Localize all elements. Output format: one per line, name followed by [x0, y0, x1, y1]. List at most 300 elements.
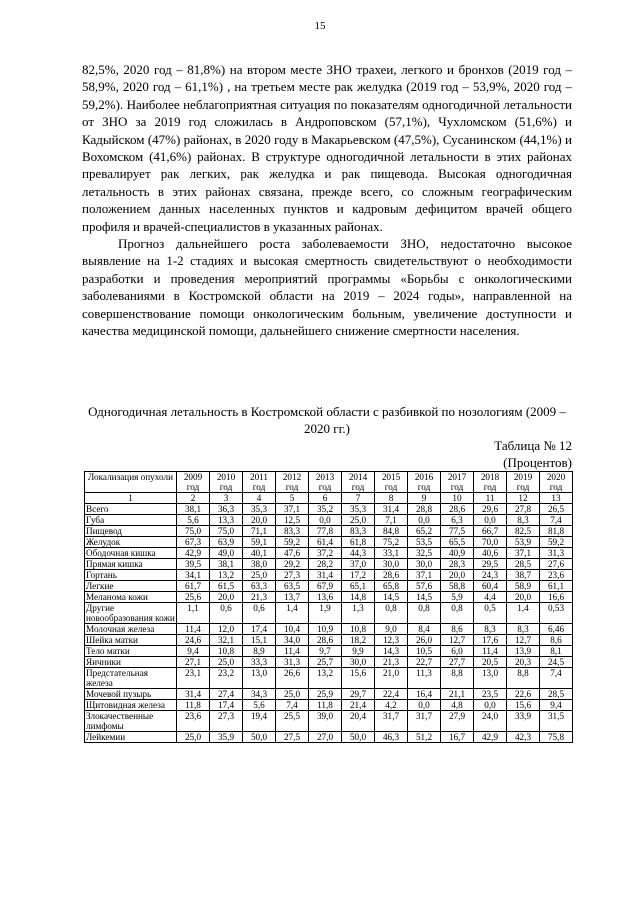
page-number: 15	[314, 20, 326, 32]
row-label: Губа	[85, 515, 177, 526]
index-cell: 7	[342, 493, 375, 504]
index-cell: 2	[177, 493, 210, 504]
value-cell: 34,3	[243, 689, 276, 700]
index-cell: 11	[474, 493, 507, 504]
value-cell: 0,5	[474, 603, 507, 624]
value-cell: 8,6	[441, 624, 474, 635]
value-cell: 15,6	[342, 668, 375, 689]
value-cell: 63,3	[243, 581, 276, 592]
value-cell: 1,4	[276, 603, 309, 624]
value-cell: 34,1	[177, 570, 210, 581]
value-cell: 0,6	[243, 603, 276, 624]
row-label: Легкие	[85, 581, 177, 592]
value-cell: 0,8	[375, 603, 408, 624]
value-cell: 37,2	[309, 548, 342, 559]
value-cell: 11,3	[408, 668, 441, 689]
value-cell: 7,4	[540, 515, 573, 526]
index-row	[85, 493, 573, 504]
row-label: Гортань	[85, 570, 177, 581]
value-cell: 13,3	[210, 515, 243, 526]
header-cell-year: 2020 год	[540, 472, 573, 493]
value-cell: 24,3	[474, 570, 507, 581]
header-row	[85, 472, 573, 493]
value-cell: 28,5	[540, 689, 573, 700]
header-cell-year: 2013 год	[309, 472, 342, 493]
table-row	[85, 732, 573, 743]
value-cell: 37,1	[408, 570, 441, 581]
value-cell: 37,1	[276, 504, 309, 515]
value-cell: 9,9	[342, 646, 375, 657]
value-cell: 51,2	[408, 732, 441, 743]
value-cell: 38,1	[210, 559, 243, 570]
value-cell: 0,53	[540, 603, 573, 624]
value-cell: 0,8	[441, 603, 474, 624]
header-cell-year: 2012 год	[276, 472, 309, 493]
value-cell: 20,0	[210, 592, 243, 603]
value-cell: 8,8	[507, 668, 540, 689]
value-cell: 13,0	[474, 668, 507, 689]
header-cell-year: 2011 год	[243, 472, 276, 493]
value-cell: 27,7	[441, 657, 474, 668]
table-number: Таблица № 12	[494, 438, 572, 453]
value-cell: 77,5	[441, 526, 474, 537]
value-cell: 6,46	[540, 624, 573, 635]
value-cell: 25,6	[177, 592, 210, 603]
value-cell: 23,1	[177, 668, 210, 689]
value-cell: 22,4	[375, 689, 408, 700]
row-label: Пищевод	[85, 526, 177, 537]
value-cell: 20,4	[342, 711, 375, 732]
table-label	[494, 437, 572, 471]
value-cell: 13,0	[243, 668, 276, 689]
value-cell: 13,2	[210, 570, 243, 581]
value-cell: 39,0	[309, 711, 342, 732]
value-cell: 12,5	[276, 515, 309, 526]
value-cell: 9,4	[540, 700, 573, 711]
value-cell: 21,3	[243, 592, 276, 603]
table-row	[85, 581, 573, 592]
value-cell: 27,9	[441, 711, 474, 732]
value-cell: 16,7	[441, 732, 474, 743]
row-label: Шейка матки	[85, 635, 177, 646]
value-cell: 42,9	[177, 548, 210, 559]
header-cell-year: 2019 год	[507, 472, 540, 493]
value-cell: 10,8	[210, 646, 243, 657]
value-cell: 25,0	[276, 689, 309, 700]
value-cell: 31,3	[276, 657, 309, 668]
value-cell: 33,3	[243, 657, 276, 668]
index-cell: 12	[507, 493, 540, 504]
index-cell: 6	[309, 493, 342, 504]
row-label: Лейкемии	[85, 732, 177, 743]
value-cell: 30,0	[408, 559, 441, 570]
value-cell: 20,0	[507, 592, 540, 603]
header-cell-year: 2009 год	[177, 472, 210, 493]
value-cell: 49,0	[210, 548, 243, 559]
value-cell: 32,5	[408, 548, 441, 559]
value-cell: 23,6	[540, 570, 573, 581]
value-cell: 26,5	[540, 504, 573, 515]
value-cell: 17,4	[210, 700, 243, 711]
value-cell: 27,8	[507, 504, 540, 515]
value-cell: 57,6	[408, 581, 441, 592]
table-caption: Одногодичная летальность в Костромской области с разбивкой по нозологиям (2009 – 2020 гг.)	[88, 404, 566, 436]
value-cell: 53,5	[408, 537, 441, 548]
value-cell: 5,9	[441, 592, 474, 603]
header-cell-year: 2010 год	[210, 472, 243, 493]
value-cell: 22,6	[507, 689, 540, 700]
value-cell: 60,4	[474, 581, 507, 592]
value-cell: 21,4	[342, 700, 375, 711]
value-cell: 31,4	[375, 504, 408, 515]
value-cell: 38,7	[507, 570, 540, 581]
table-row	[85, 603, 573, 624]
value-cell: 8,4	[408, 624, 441, 635]
table-row	[85, 668, 573, 689]
value-cell: 61,7	[177, 581, 210, 592]
value-cell: 25,7	[309, 657, 342, 668]
value-cell: 37,0	[342, 559, 375, 570]
value-cell: 10,8	[342, 624, 375, 635]
value-cell: 1,3	[342, 603, 375, 624]
paragraph: 82,5%, 2020 год – 81,8%) на втором месте ЗНО трахеи, легкого и бронхов (2019 год – 58,9%, 2020 год – 61,1%) , на третьем месте рак желудка (2019 год – 53,9%, 2020 год – 59,2%). Наиболее неблагоприятная ситуация по показателям одногодичной летальности от ЗНО за 2019 год сложилась в Андроповском (57,1%), Чухломском (51,6%) и Кадыйском (47%) районах, в 2020 году в Макарьевском (47,5%), Сусанинском (44,1%) и Вохомском (41,6%) районах. В структуре одногодичной летальности в этих районах превалирует рак легких, рак желудка и рак пищевода. Высокая одногодичная летальность в этих районах связана, прежде всего, со сложным географическим положением данных населенных пунктов и кадровым дефицитом врачей общего профиля и врачей-специалистов в указанных районах.	[82, 62, 572, 234]
table-row	[85, 646, 573, 657]
value-cell: 61,4	[309, 537, 342, 548]
value-cell: 40,1	[243, 548, 276, 559]
value-cell: 0,0	[474, 515, 507, 526]
value-cell: 20,0	[243, 515, 276, 526]
index-cell: 1	[85, 493, 177, 504]
value-cell: 25,0	[177, 732, 210, 743]
value-cell: 58,8	[441, 581, 474, 592]
index-cell: 9	[408, 493, 441, 504]
value-cell: 33,9	[507, 711, 540, 732]
value-cell: 25,0	[342, 515, 375, 526]
value-cell: 27,3	[276, 570, 309, 581]
row-label: Молочная железа	[85, 624, 177, 635]
value-cell: 63,9	[210, 537, 243, 548]
row-label: Другие новообразования кожи	[86, 603, 175, 623]
header-cell-year: 2017 год	[441, 472, 474, 493]
value-cell: 27,3	[210, 711, 243, 732]
value-cell: 38,0	[243, 559, 276, 570]
value-cell: 13,9	[507, 646, 540, 657]
value-cell: 28,3	[441, 559, 474, 570]
value-cell: 83,3	[342, 526, 375, 537]
value-cell: 23,6	[177, 711, 210, 732]
value-cell: 58,9	[507, 581, 540, 592]
value-cell: 50,0	[243, 732, 276, 743]
value-cell: 6,0	[441, 646, 474, 657]
value-cell: 12,7	[507, 635, 540, 646]
index-cell: 5	[276, 493, 309, 504]
table-row	[85, 700, 573, 711]
value-cell: 14,3	[375, 646, 408, 657]
value-cell: 30,0	[342, 657, 375, 668]
table-row	[85, 635, 573, 646]
table-row	[85, 559, 573, 570]
value-cell: 0,0	[408, 515, 441, 526]
value-cell: 16,6	[540, 592, 573, 603]
value-cell: 7,4	[540, 668, 573, 689]
value-cell: 20,3	[507, 657, 540, 668]
table-row	[85, 592, 573, 603]
value-cell: 8,3	[507, 515, 540, 526]
value-cell: 65,5	[441, 537, 474, 548]
value-cell: 28,2	[309, 559, 342, 570]
value-cell: 75,0	[177, 526, 210, 537]
value-cell: 14,5	[408, 592, 441, 603]
table-row	[85, 504, 573, 515]
value-cell: 61,8	[342, 537, 375, 548]
value-cell: 21,0	[375, 668, 408, 689]
value-cell: 29,5	[474, 559, 507, 570]
value-cell: 40,9	[441, 548, 474, 559]
value-cell: 5,6	[243, 700, 276, 711]
value-cell: 23,5	[474, 689, 507, 700]
value-cell: 27,4	[210, 689, 243, 700]
value-cell: 20,5	[474, 657, 507, 668]
value-cell: 11,8	[309, 700, 342, 711]
value-cell: 70,0	[474, 537, 507, 548]
value-cell: 61,5	[210, 581, 243, 592]
table-row	[85, 689, 573, 700]
row-label: Меланома кожи	[85, 592, 177, 603]
value-cell: 15,1	[243, 635, 276, 646]
value-cell: 42,9	[474, 732, 507, 743]
value-cell: 75,0	[210, 526, 243, 537]
value-cell: 23,2	[210, 668, 243, 689]
value-cell: 12,0	[210, 624, 243, 635]
value-cell: 1,1	[177, 603, 210, 624]
table-row	[85, 657, 573, 668]
value-cell: 1,4	[507, 603, 540, 624]
value-cell: 24,5	[540, 657, 573, 668]
value-cell: 27,0	[309, 732, 342, 743]
value-cell: 59,2	[540, 537, 573, 548]
table-header	[85, 472, 573, 504]
value-cell: 35,2	[309, 504, 342, 515]
value-cell: 17,4	[243, 624, 276, 635]
value-cell: 27,1	[177, 657, 210, 668]
value-cell: 63,5	[276, 581, 309, 592]
value-cell: 0,8	[408, 603, 441, 624]
value-cell: 67,3	[177, 537, 210, 548]
value-cell: 59,2	[276, 537, 309, 548]
value-cell: 31,4	[177, 689, 210, 700]
value-cell: 65,2	[408, 526, 441, 537]
value-cell: 10,4	[276, 624, 309, 635]
value-cell: 42,3	[507, 732, 540, 743]
value-cell: 39,5	[177, 559, 210, 570]
value-cell: 31,7	[408, 711, 441, 732]
table-row	[85, 548, 573, 559]
header-cell-year: 2018 год	[474, 472, 507, 493]
value-cell: 13,2	[309, 668, 342, 689]
value-cell: 25,0	[243, 570, 276, 581]
value-cell: 20,0	[441, 570, 474, 581]
value-cell: 4,2	[375, 700, 408, 711]
value-cell: 10,5	[408, 646, 441, 657]
value-cell: 22,7	[408, 657, 441, 668]
index-cell: 10	[441, 493, 474, 504]
value-cell: 17,2	[342, 570, 375, 581]
value-cell: 28,6	[375, 570, 408, 581]
value-cell: 11,4	[276, 646, 309, 657]
table-row	[85, 624, 573, 635]
value-cell: 27,6	[540, 559, 573, 570]
value-cell: 8,3	[507, 624, 540, 635]
value-cell: 29,2	[276, 559, 309, 570]
value-cell: 35,9	[210, 732, 243, 743]
value-cell: 12,7	[441, 635, 474, 646]
value-cell: 84,8	[375, 526, 408, 537]
value-cell: 67,9	[309, 581, 342, 592]
value-cell: 38,1	[177, 504, 210, 515]
value-cell: 71,1	[243, 526, 276, 537]
value-cell: 24,0	[474, 711, 507, 732]
value-cell: 0,6	[210, 603, 243, 624]
row-label: Тело матки	[85, 646, 177, 657]
value-cell: 8,3	[474, 624, 507, 635]
row-label: Всего	[85, 504, 177, 515]
value-cell: 28,6	[309, 635, 342, 646]
value-cell: 77,8	[309, 526, 342, 537]
row-label: Яичники	[85, 657, 177, 668]
value-cell: 18,2	[342, 635, 375, 646]
value-cell: 17,6	[474, 635, 507, 646]
value-cell: 44,3	[342, 548, 375, 559]
value-cell: 81,8	[540, 526, 573, 537]
value-cell: 29,7	[342, 689, 375, 700]
value-cell: 24,6	[177, 635, 210, 646]
value-cell: 13,7	[276, 592, 309, 603]
value-cell: 31,3	[540, 548, 573, 559]
row-label: Щитовидная железа	[85, 700, 177, 711]
header-cell-year: 2014 год	[342, 472, 375, 493]
value-cell: 25,9	[309, 689, 342, 700]
row-label: Прямая кишка	[85, 559, 177, 570]
value-cell: 29,6	[474, 504, 507, 515]
table-row	[85, 570, 573, 581]
value-cell: 21,1	[441, 689, 474, 700]
value-cell: 4,8	[441, 700, 474, 711]
value-cell: 28,8	[408, 504, 441, 515]
value-cell: 13,6	[309, 592, 342, 603]
paragraph: Прогноз дальнейшего роста заболеваемости ЗНО, недостаточно высокое выявление на 1-2 стадиях и высокая смертность свидетельствуют о необходимости разработки и проведения мероприятий программы «Борьбы с онкологическими заболеваниями в Костромской области на 2019 – 2024 годы», направленной на совершенствование помощи онкологическим больным, увеличение доступности и качества медицинской помощи, дальнейшего снижение смертности населения.	[82, 236, 572, 339]
table-row	[85, 537, 573, 548]
row-label: Желудок	[85, 537, 177, 548]
row-label: Мочевой пузырь	[85, 689, 177, 700]
value-cell: 36,3	[210, 504, 243, 515]
header-cell-year: 2016 год	[408, 472, 441, 493]
value-cell: 75,2	[375, 537, 408, 548]
value-cell: 11,4	[177, 624, 210, 635]
value-cell: 8,9	[243, 646, 276, 657]
value-cell: 7,4	[276, 700, 309, 711]
value-cell: 16,4	[408, 689, 441, 700]
value-cell: 34,0	[276, 635, 309, 646]
row-label: Ободочная кишка	[85, 548, 177, 559]
value-cell: 28,6	[441, 504, 474, 515]
value-cell: 6,3	[441, 515, 474, 526]
value-cell: 65,8	[375, 581, 408, 592]
value-cell: 12,3	[375, 635, 408, 646]
value-cell: 40,6	[474, 548, 507, 559]
value-cell: 14,8	[342, 592, 375, 603]
value-cell: 0,0	[408, 700, 441, 711]
value-cell: 8,6	[540, 635, 573, 646]
mortality-table	[84, 471, 573, 743]
value-cell: 66,7	[474, 526, 507, 537]
value-cell: 7,1	[375, 515, 408, 526]
value-cell: 33,1	[375, 548, 408, 559]
value-cell: 65,1	[342, 581, 375, 592]
index-cell: 3	[210, 493, 243, 504]
value-cell: 32,1	[210, 635, 243, 646]
value-cell: 11,8	[177, 700, 210, 711]
value-cell: 35,3	[243, 504, 276, 515]
value-cell: 1,9	[309, 603, 342, 624]
value-cell: 26,6	[276, 668, 309, 689]
table-units: (Процентов)	[503, 455, 572, 470]
value-cell: 50,0	[342, 732, 375, 743]
value-cell: 0,0	[309, 515, 342, 526]
value-cell: 82,5	[507, 526, 540, 537]
value-cell: 15,6	[507, 700, 540, 711]
value-cell: 25,5	[276, 711, 309, 732]
table-row	[85, 515, 573, 526]
value-cell: 27,5	[276, 732, 309, 743]
value-cell: 8,8	[441, 668, 474, 689]
value-cell: 59,1	[243, 537, 276, 548]
value-cell: 0,0	[474, 700, 507, 711]
value-cell: 8,1	[540, 646, 573, 657]
value-cell: 31,5	[540, 711, 573, 732]
value-cell: 75,8	[540, 732, 573, 743]
table-body	[85, 504, 573, 743]
value-cell: 35,3	[342, 504, 375, 515]
body-text	[82, 61, 572, 340]
value-cell: 31,4	[309, 570, 342, 581]
value-cell: 4,4	[474, 592, 507, 603]
index-cell: 8	[375, 493, 408, 504]
value-cell: 19,4	[243, 711, 276, 732]
value-cell: 47,6	[276, 548, 309, 559]
value-cell: 9,0	[375, 624, 408, 635]
value-cell: 61,1	[540, 581, 573, 592]
value-cell: 30,0	[375, 559, 408, 570]
value-cell: 37,1	[507, 548, 540, 559]
value-cell: 53,9	[507, 537, 540, 548]
value-cell: 83,3	[276, 526, 309, 537]
value-cell: 11,4	[474, 646, 507, 657]
value-cell: 10,9	[309, 624, 342, 635]
row-label: Предстательная железа	[85, 668, 177, 689]
value-cell: 26,0	[408, 635, 441, 646]
index-cell: 13	[540, 493, 573, 504]
value-cell: 21,3	[375, 657, 408, 668]
value-cell: 14,5	[375, 592, 408, 603]
value-cell: 31,7	[375, 711, 408, 732]
value-cell: 5,6	[177, 515, 210, 526]
header-cell-year: 2015 год	[375, 472, 408, 493]
table-row	[85, 711, 573, 732]
value-cell: 28,5	[507, 559, 540, 570]
row-label: Злокачественные лимфомы	[85, 711, 177, 732]
table-row	[85, 526, 573, 537]
value-cell: 25,0	[210, 657, 243, 668]
